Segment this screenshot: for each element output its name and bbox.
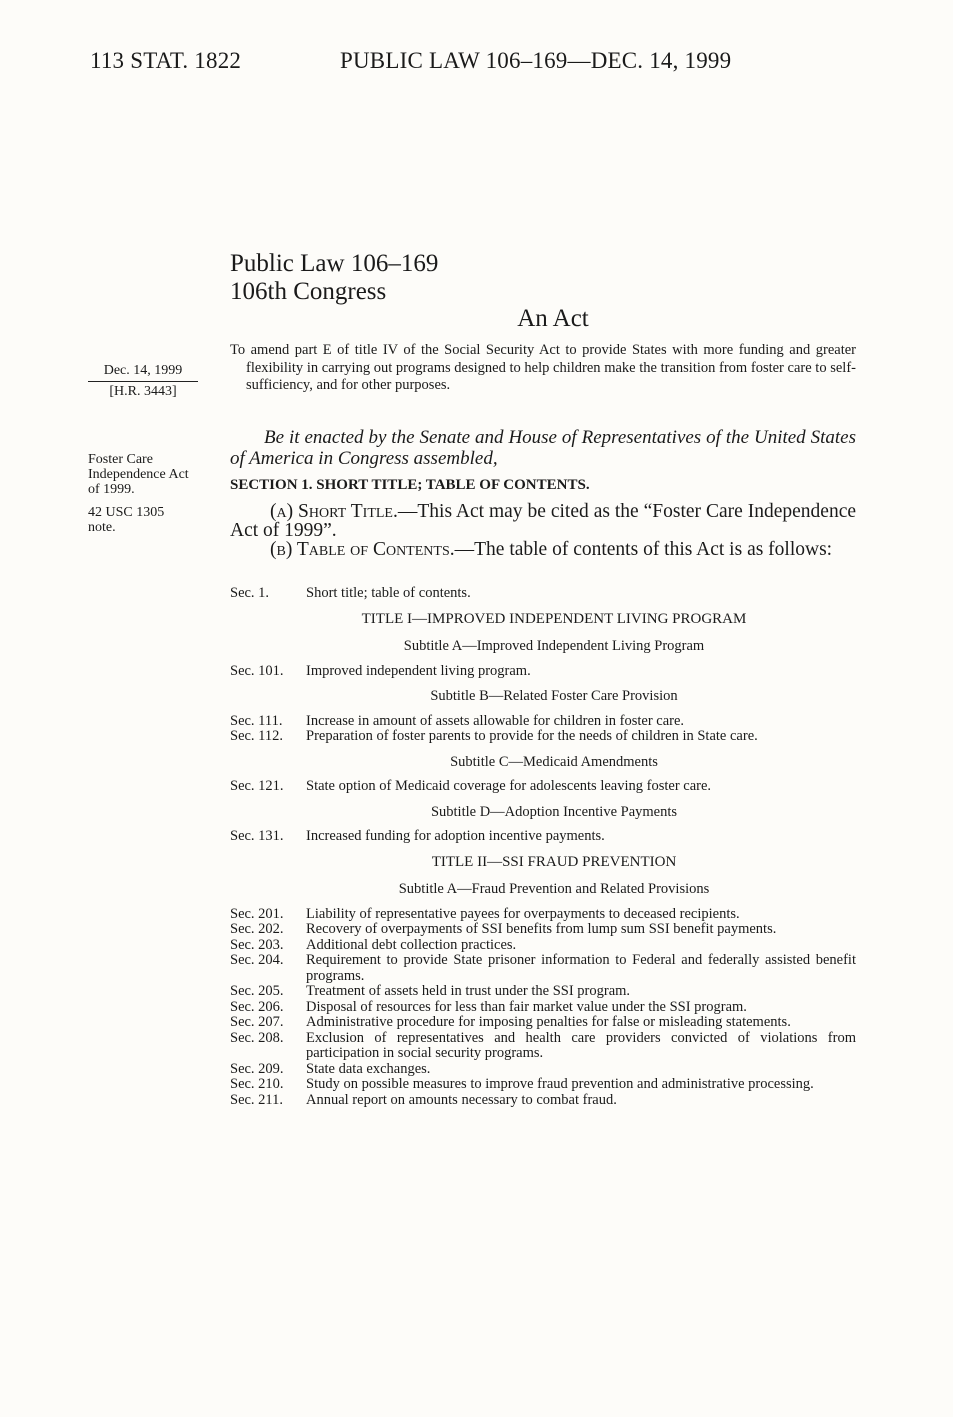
toc-number: Sec. 206.	[230, 998, 284, 1015]
toc-entry	[230, 1093, 856, 1109]
enactment-date: Dec. 14, 1999	[103, 363, 183, 378]
enacting-clause: Be it enacted by the Senate and House of Representatives of the United States of America in Congress assembled,	[230, 427, 856, 469]
toc-entry	[230, 1062, 856, 1078]
purpose-clause: To amend part E of title IV of the Social Security Act to provide States with more funding and greater flexibility in carrying out programs designed to help children make the transition from foster care to self-sufficiency, and for other purposes.	[230, 342, 856, 393]
toc-text: Recovery of overpayments of SSI benefits from lump sum SSI benefit payments.	[306, 921, 777, 937]
act-title: An Act	[517, 305, 589, 332]
toc-text: Administrative procedure for imposing penalties for false or misleading statements.	[306, 1014, 791, 1030]
toc-text: Exclusion of representatives and health care providers convicted of violations from participation in social security programs.	[306, 1029, 856, 1061]
margin-note-line: Foster Care	[88, 452, 153, 467]
toc-text: State option of Medicaid coverage for adolescents leaving foster care.	[306, 778, 712, 794]
toc-entry	[230, 1077, 856, 1093]
margin-short-title-note	[88, 452, 213, 497]
toc-number: Sec. 131.	[230, 828, 284, 844]
toc-entry	[230, 953, 856, 984]
bill-number: [H.R. 3443]	[109, 384, 177, 399]
margin-note-line: 42 USC 1305	[88, 505, 165, 520]
table-of-contents	[230, 586, 856, 1108]
subsection-a-text: —This Act may be cited as the “Foster Care Independence Act of 1999”.	[230, 501, 857, 541]
toc-number: Sec. 202.	[230, 921, 284, 937]
congress: 106th Congress	[230, 278, 387, 305]
margin-rule	[88, 381, 198, 382]
toc-title-heading: TITLE II—SSI FRAUD PREVENTION	[431, 853, 677, 870]
subsection-b	[230, 540, 856, 559]
toc-entry	[230, 938, 856, 954]
toc-subtitle-heading: Subtitle A—Fraud Prevention and Related Provisions	[398, 881, 710, 897]
toc-text: State data exchanges.	[306, 1060, 431, 1077]
margin-date-note	[88, 363, 213, 399]
subsection-b-text: —The table of contents of this Act is as follows:	[454, 539, 833, 560]
toc-subtitle-heading: Subtitle C—Medicaid Amendments	[450, 753, 658, 770]
law-header: PUBLIC LAW 106–169—DEC. 14, 1999	[340, 48, 732, 73]
margin-note-line: of 1999.	[88, 482, 135, 497]
subsection-a	[230, 502, 856, 540]
toc-subtitle-heading: Subtitle A—Improved Independent Living Program	[403, 638, 705, 654]
toc-number: Sec. 1.	[230, 585, 270, 601]
toc-text: Requirement to provide State prisoner information to Federal and federally assisted benefit programs.	[306, 952, 856, 984]
toc-entry	[230, 729, 856, 745]
toc-subtitle-heading: Subtitle B—Related Foster Care Provision	[430, 688, 678, 704]
toc-entry	[230, 922, 856, 938]
toc-text: Preparation of foster parents to provide for the needs of children in State care.	[306, 728, 758, 744]
toc-entry	[230, 664, 856, 680]
toc-number: Sec. 121.	[230, 778, 284, 794]
toc-text: Additional debt collection practices.	[306, 936, 517, 953]
toc-entry	[230, 907, 856, 923]
margin-usc-note	[88, 505, 213, 535]
toc-number: Sec. 205.	[230, 983, 284, 999]
toc-number: Sec. 211.	[230, 1091, 284, 1108]
margin-note-line: Independence Act	[88, 467, 189, 482]
toc-text: Increase in amount of assets allowable for children in foster care.	[306, 712, 685, 729]
law-number: Public Law 106–169	[230, 250, 439, 277]
toc-number: Sec. 209.	[230, 1060, 284, 1077]
title-block	[230, 250, 438, 306]
toc-entry	[230, 829, 856, 845]
subsection-b-label: (b) Table of Contents.	[270, 539, 455, 560]
toc-entry	[230, 1000, 856, 1016]
subsection-a-label: (a) Short Title.	[270, 501, 398, 522]
toc-text: Increased funding for adoption incentive payments.	[306, 828, 605, 844]
toc-text: Short title; table of contents.	[306, 585, 471, 601]
toc-number: Sec. 210.	[230, 1076, 284, 1092]
toc-title-heading: TITLE I—IMPROVED INDEPENDENT LIVING PROGRAM	[361, 610, 747, 627]
toc-number: Sec. 208.	[230, 1029, 284, 1046]
toc-text: Annual report on amounts necessary to combat fraud.	[306, 1091, 617, 1108]
toc-entry	[230, 714, 856, 730]
toc-number: Sec. 203.	[230, 936, 284, 953]
margin-note-line: note.	[88, 520, 116, 535]
toc-text: Disposal of resources for less than fair market value under the SSI program.	[306, 998, 747, 1015]
toc-text: Liability of representative payees for overpayments to deceased recipients.	[306, 905, 740, 922]
toc-number: Sec. 112.	[230, 728, 284, 744]
toc-text: Treatment of assets held in trust under the SSI program.	[306, 983, 631, 999]
toc-number: Sec. 101.	[230, 662, 284, 679]
toc-entry	[230, 1015, 856, 1031]
section-heading: SECTION 1. SHORT TITLE; TABLE OF CONTENTS.	[230, 477, 590, 493]
toc-text: Improved independent living program.	[306, 662, 531, 679]
toc-number: Sec. 207.	[230, 1014, 284, 1030]
toc-number: Sec. 204.	[230, 952, 284, 968]
toc-subtitle-heading: Subtitle D—Adoption Incentive Payments	[430, 803, 678, 820]
toc-entry	[230, 586, 856, 602]
toc-text: Study on possible measures to improve fraud prevention and administrative processing.	[306, 1076, 814, 1092]
toc-number: Sec. 111.	[230, 712, 283, 729]
statute-page: 113 STAT. 1822	[90, 48, 242, 73]
toc-entry	[230, 1031, 856, 1062]
toc-entry	[230, 779, 856, 795]
toc-entry	[230, 984, 856, 1000]
toc-number: Sec. 201.	[230, 905, 284, 922]
